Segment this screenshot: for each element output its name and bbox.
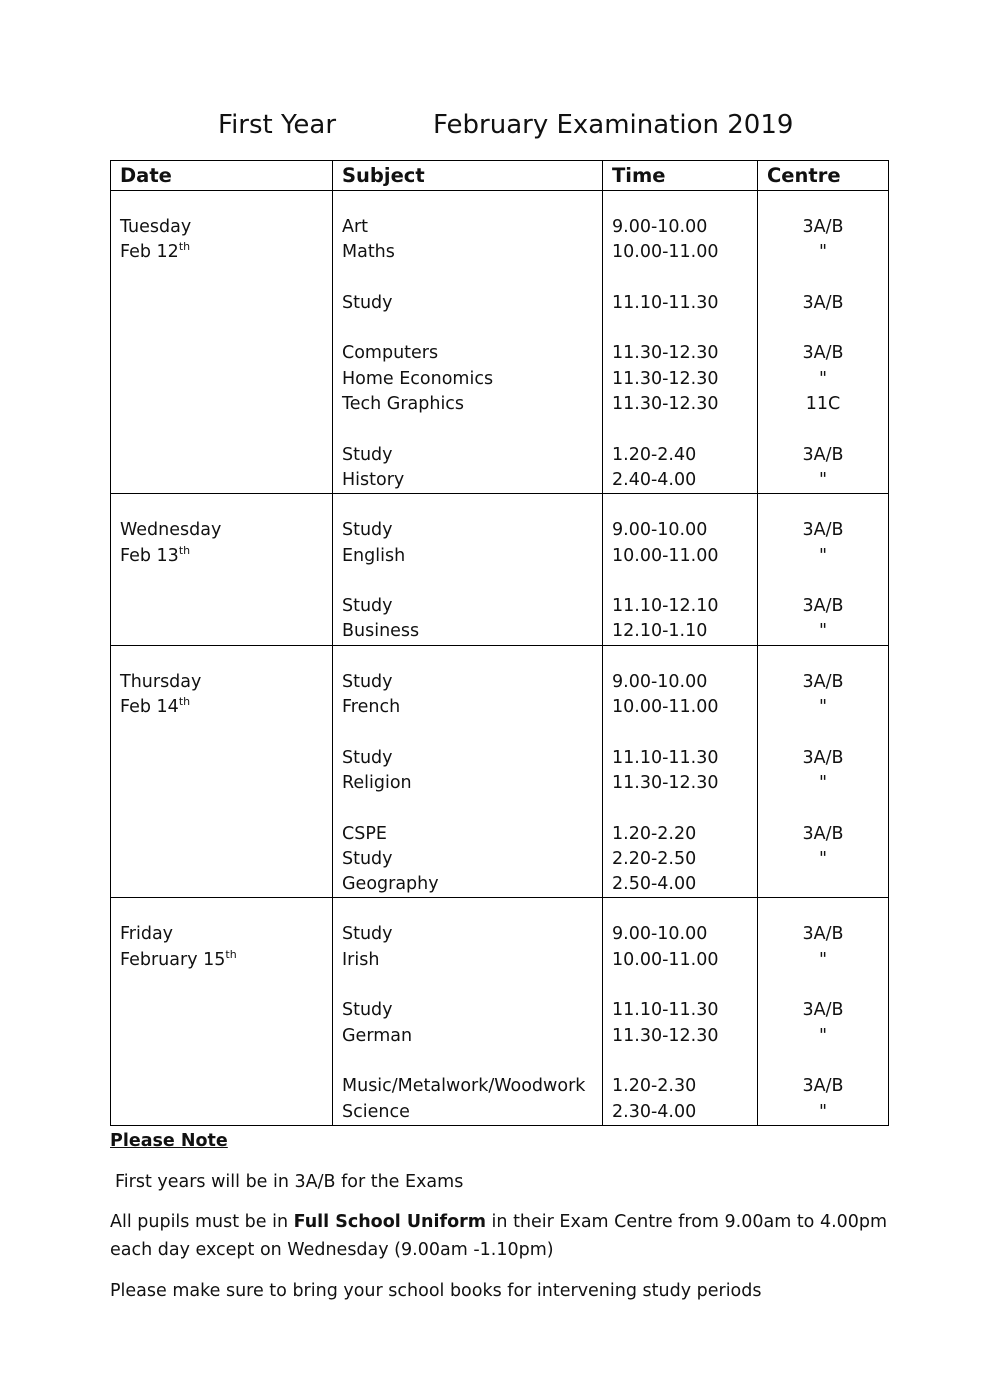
exam-time: 2.50-4.00: [612, 874, 697, 895]
spacer: [342, 569, 602, 594]
date-cell: [111, 898, 333, 1125]
exam-subject: Computers: [342, 343, 439, 364]
exam-subject: Study: [342, 671, 393, 692]
spacer: [342, 720, 602, 745]
exam-subject: Study: [342, 596, 393, 617]
exam-subject: Study: [342, 292, 393, 313]
exam-centre: 3A/B: [802, 747, 844, 768]
column-header-time: Time: [603, 161, 758, 191]
day-date-suffix: th: [178, 695, 191, 709]
exam-centre: 3A/B: [802, 924, 844, 945]
exam-subject: Music/Metalwork/Woodwork: [342, 1076, 586, 1097]
page-title-year: First Year: [218, 110, 337, 140]
exam-time: 9.00-10.00: [612, 217, 708, 237]
exam-time: 10.00-11.00: [612, 949, 719, 970]
spacer: [612, 796, 757, 821]
exam-centre: 3A/B: [802, 520, 844, 541]
day-date-text: Feb 14: [120, 697, 179, 718]
exam-subject: German: [342, 1025, 413, 1046]
date-cell: [111, 494, 333, 645]
exam-subject: Study: [342, 924, 393, 945]
exam-subject: Study: [342, 747, 393, 768]
spacer: [612, 1049, 757, 1074]
centre-cell: [758, 645, 889, 898]
exam-centre: ": [818, 697, 828, 718]
day-date: [120, 544, 332, 569]
exam-centre: 3A/B: [802, 596, 844, 617]
centre-cell: [758, 494, 889, 645]
spacer: [767, 569, 888, 594]
exam-subject: Irish: [342, 949, 380, 970]
spacer: [612, 266, 757, 291]
exam-subject: Study: [342, 520, 393, 541]
exam-centre: 3A/B: [802, 671, 844, 692]
exam-centre: 3A/B: [802, 292, 844, 313]
spacer: [612, 720, 757, 745]
exam-time: 9.00-10.00: [612, 924, 708, 945]
exam-time: 10.00-11.00: [612, 242, 719, 263]
table-row: [111, 645, 889, 898]
exam-subject: Tech Graphics: [342, 394, 465, 415]
exam-subject: Science: [342, 1101, 410, 1122]
spacer: [342, 316, 602, 341]
table-row: [111, 494, 889, 645]
exam-subject: Maths: [342, 242, 395, 263]
day-name: Wednesday: [120, 520, 222, 541]
spacer: [342, 973, 602, 998]
spacer: [767, 796, 888, 821]
exam-time: 11.10-12.10: [612, 596, 719, 617]
exam-time: 10.00-11.00: [612, 545, 719, 566]
day-name: Friday: [120, 924, 174, 945]
spacer: [612, 316, 757, 341]
spacer: [342, 796, 602, 821]
exam-subject: Geography: [342, 874, 439, 895]
time-cell: [603, 898, 758, 1125]
note-line-1: First years will be in 3A/B for the Exams: [115, 1172, 464, 1192]
day-date: [120, 948, 332, 973]
exam-centre: ": [818, 772, 828, 793]
exam-time: 2.20-2.50: [612, 848, 697, 869]
column-header-subject: Subject: [333, 161, 603, 191]
subject-cell: [333, 898, 603, 1125]
note-heading: Please Note: [110, 1131, 228, 1151]
exam-centre: ": [818, 469, 828, 490]
exam-centre: 3A/B: [802, 823, 844, 844]
exam-subject: English: [342, 545, 406, 566]
day-date-text: Feb 13: [120, 545, 179, 566]
table-header-row: [111, 161, 889, 191]
exam-centre: [767, 872, 888, 897]
time-cell: [603, 494, 758, 645]
day-name: Tuesday: [120, 217, 192, 237]
spacer: [612, 417, 757, 442]
note-uniform-emphasis: Full School Uniform: [293, 1212, 486, 1232]
exam-time: 2.30-4.00: [612, 1101, 697, 1122]
exam-centre: ": [818, 368, 828, 389]
exam-centre: 3A/B: [802, 343, 844, 364]
subject-cell: [333, 494, 603, 645]
exam-subject: CSPE: [342, 823, 387, 844]
spacer: [767, 316, 888, 341]
exam-time: 11.30-12.30: [612, 368, 719, 389]
day-date-text: February 15: [120, 949, 226, 970]
spacer: [342, 417, 602, 442]
exam-subject: Study: [342, 1000, 393, 1021]
exam-time: 2.40-4.00: [612, 469, 697, 490]
column-header-centre: Centre: [758, 161, 889, 191]
exam-centre: ": [818, 848, 828, 869]
exam-time: 11.10-11.30: [612, 292, 719, 313]
day-date-text: Feb 12: [120, 242, 179, 263]
exam-time: 11.30-12.30: [612, 343, 719, 364]
day-name: Thursday: [120, 671, 202, 692]
spacer: [342, 1049, 602, 1074]
exam-time: 1.20-2.40: [612, 444, 697, 465]
day-date-suffix: th: [225, 947, 237, 961]
exam-subject: Business: [342, 621, 420, 642]
exam-subject: French: [342, 697, 401, 718]
day-date: [120, 240, 332, 265]
date-cell: [111, 645, 333, 898]
exam-subject: History: [342, 469, 405, 490]
spacer: [767, 973, 888, 998]
exam-centre: ": [818, 1101, 828, 1122]
exam-time: 9.00-10.00: [612, 671, 708, 692]
exam-subject: Study: [342, 444, 393, 465]
note-line-3: Please make sure to bring your school books for intervening study periods: [110, 1281, 762, 1301]
day-date-suffix: th: [178, 240, 191, 254]
spacer: [767, 266, 888, 291]
exam-time: 1.20-2.20: [612, 823, 697, 844]
spacer: [767, 417, 888, 442]
exam-subject: Art: [342, 217, 369, 237]
date-cell: [111, 191, 333, 494]
note-line-2: [110, 1208, 900, 1264]
day-date: [120, 695, 332, 720]
exam-time: 11.10-11.30: [612, 1000, 719, 1021]
exam-subject: Study: [342, 848, 393, 869]
spacer: [767, 1049, 888, 1074]
exam-centre: 3A/B: [802, 444, 844, 465]
exam-time: 9.00-10.00: [612, 520, 708, 541]
exam-centre: ": [818, 1025, 828, 1046]
exam-centre: ": [818, 621, 828, 642]
centre-cell: [758, 898, 889, 1125]
exam-time: 11.30-12.30: [612, 772, 719, 793]
note-line-2-end: in their Exam Centre from 9.00am to 4.00pm each day except on Wednesday (9.00am -1.10pm): [110, 1212, 888, 1260]
exam-time: 11.10-11.30: [612, 747, 719, 768]
centre-cell: [758, 191, 889, 494]
exam-subject: Home Economics: [342, 368, 494, 389]
exam-centre: ": [818, 545, 828, 566]
exam-centre: 3A/B: [802, 1000, 844, 1021]
exam-time: 11.30-12.30: [612, 1025, 719, 1046]
exam-centre: ": [818, 949, 828, 970]
exam-time: 1.20-2.30: [612, 1076, 697, 1097]
time-cell: [603, 191, 758, 494]
time-cell: [603, 645, 758, 898]
exam-time: 11.30-12.30: [612, 394, 719, 415]
exam-timetable: [110, 160, 889, 1126]
spacer: [612, 973, 757, 998]
exam-time: 10.00-11.00: [612, 697, 719, 718]
table-row: [111, 898, 889, 1125]
exam-centre: 3A/B: [802, 1076, 844, 1097]
column-header-date: Date: [111, 161, 333, 191]
exam-centre: 11C: [805, 394, 841, 415]
spacer: [767, 720, 888, 745]
note-line-2-start: All pupils must be in: [110, 1212, 294, 1232]
exam-subject: Religion: [342, 772, 412, 793]
page-title-exam: February Examination 2019: [433, 110, 794, 140]
exam-centre: 3A/B: [802, 217, 844, 237]
table-row: [111, 191, 889, 494]
subject-cell: [333, 191, 603, 494]
day-date-suffix: th: [178, 543, 191, 557]
subject-cell: [333, 645, 603, 898]
spacer: [612, 569, 757, 594]
exam-centre: ": [818, 242, 828, 263]
spacer: [342, 266, 602, 291]
exam-time: 12.10-1.10: [612, 621, 708, 642]
